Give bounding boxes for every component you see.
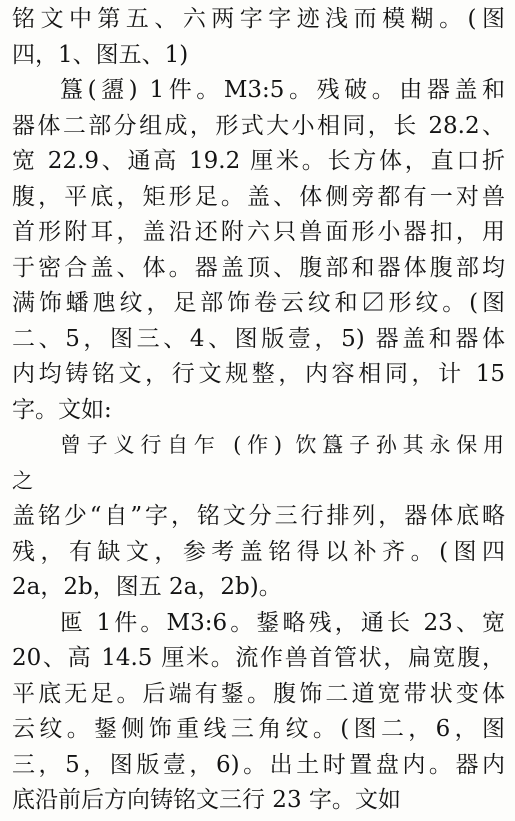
text-line: 平底无足。后端有鋬。腹饰二道宽带状变体	[12, 680, 505, 707]
inscription-line: 之	[12, 468, 33, 493]
text-line: 满饰蟠虺纹，足部饰卷云纹和〼形纹。(图	[12, 290, 505, 317]
text-line: 底沿前后方向铸铭文三行 23 字。文如	[12, 787, 401, 814]
text-line: 云纹。鋬侧饰重线三角纹。(图二，6，图	[12, 716, 505, 743]
text-line: 三，5，图版壹，6)。出土时置盘内。器内	[12, 751, 505, 778]
text-line: 簋(盨) 1件。M3:5。残破。由器盖和	[60, 77, 505, 104]
text-line: 首形附耳，盖沿还附六只兽面形小器扣，用	[12, 219, 505, 246]
text-line: 20、高 14.5 厘米。流作兽首管状，扁宽腹，	[12, 645, 505, 672]
text-line: 四，1、图五、1)	[12, 41, 189, 68]
text-line: 字。文如:	[12, 396, 112, 423]
text-line: 腹，平底，矩形足。盖、体侧旁都有一对兽	[12, 183, 505, 210]
text-line: 铭文中第五、六两字字迹浅而模糊。(图	[12, 6, 505, 32]
text-line: 匜 1件。M3:6。鋬略残，通长 23、宽	[60, 609, 505, 636]
text-line: 器体二部分组成，形式大小相同，长 28.2、	[12, 112, 505, 139]
text-line: 内均铸铭文，行文规整，内容相同，计 15	[12, 361, 505, 388]
inscription-line: 曾子义行自乍 (作) 饮簋子孙其永保用	[60, 433, 505, 458]
text-line: 于密合盖、体。器盖顶、腹部和器体腹部均	[12, 254, 505, 281]
text-line: 宽 22.9、通高 19.2 厘米。长方体，直口折	[12, 148, 505, 175]
text-line: 二、5，图三、4、图版壹，5) 器盖和器体	[12, 325, 505, 352]
text-line: 盖铭少“自”字，铭文分三行排列，器体底略	[12, 503, 505, 530]
text-line: 2a，2b，图五 2a，2b)。	[12, 574, 282, 601]
text-line: 残，有缺文，参考盖铭得以补齐。(图四	[12, 538, 505, 565]
